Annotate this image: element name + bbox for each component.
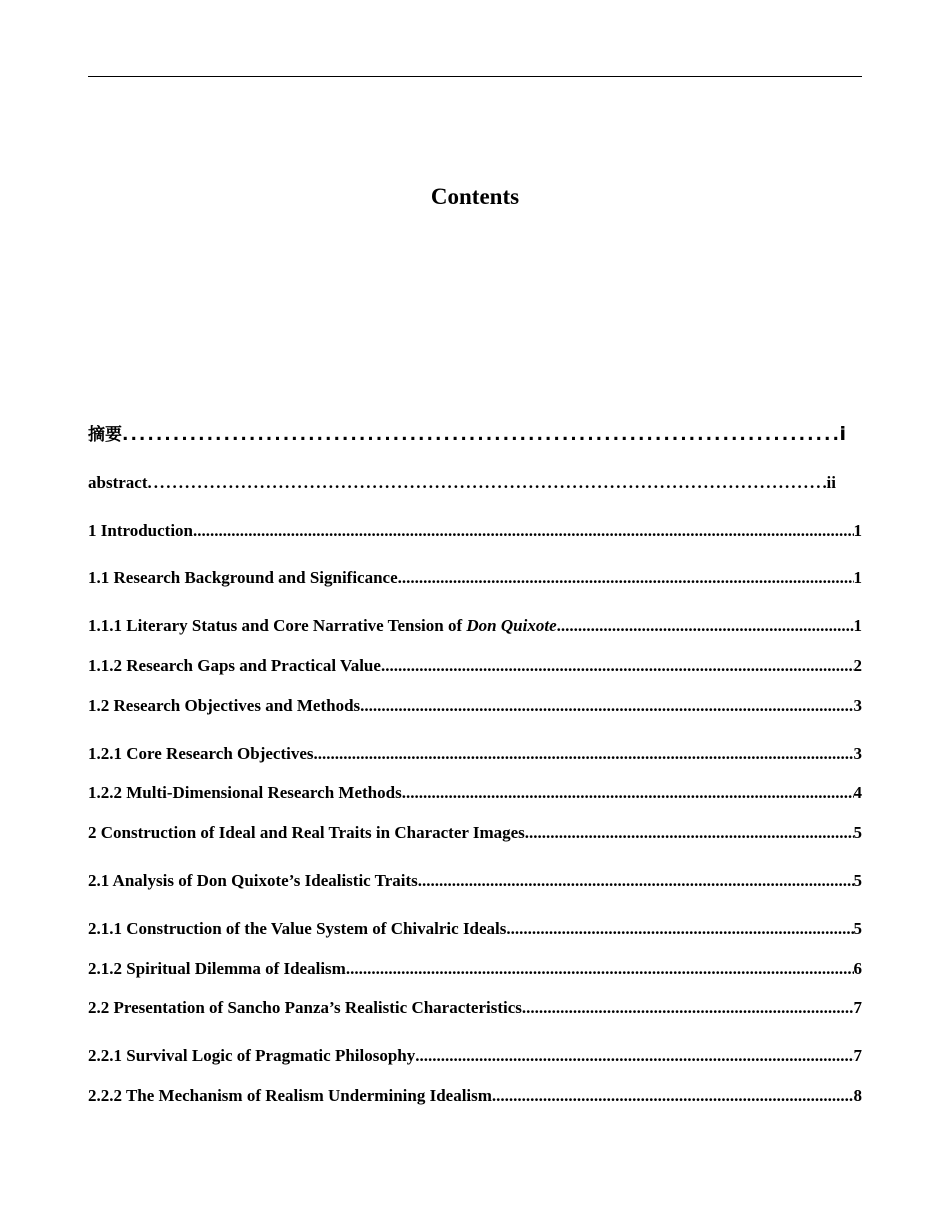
dot-leader	[314, 743, 854, 765]
dot-leader	[346, 958, 854, 980]
dot-leader	[557, 615, 854, 637]
toc-entry[interactable]	[88, 655, 862, 677]
toc-entry-page: 1	[853, 568, 862, 587]
toc-entry-page: 1	[853, 521, 862, 540]
dot-leader	[492, 1085, 854, 1107]
toc-entry[interactable]	[88, 782, 862, 804]
toc-entry-page: ii	[826, 473, 836, 492]
toc-entry-page: 3	[853, 696, 862, 715]
toc-entry-abstract[interactable]	[88, 472, 836, 494]
dot-leader	[193, 520, 853, 542]
page-title: Contents	[430, 184, 520, 209]
toc-entry-page: 4	[853, 783, 862, 802]
toc-entry-label-italic: Don Quixote	[466, 616, 557, 635]
toc-entry-page: 8	[853, 1086, 862, 1105]
toc-entry-page: 7	[853, 1046, 862, 1065]
toc-entry-label: 1.2.1 Core Research Objectives	[88, 744, 314, 763]
dot-leader	[506, 918, 853, 940]
toc-entry-label: 1.2 Research Objectives and Methods	[88, 696, 361, 715]
toc-entry[interactable]	[88, 997, 862, 1019]
dot-leader	[402, 782, 854, 804]
toc-entry-label: 2.1.2 Spiritual Dilemma of Idealism	[88, 959, 346, 978]
toc-entry[interactable]	[88, 695, 862, 717]
toc-entry-page: 2	[853, 656, 862, 675]
toc-entry-label: 1.1.2 Research Gaps and Practical Value	[88, 656, 381, 675]
dot-leader	[381, 655, 854, 677]
toc-entry-label: 2.2 Presentation of Sancho Panza’s Realistic Characteristics	[88, 998, 522, 1017]
toc-entry-page: 5	[853, 871, 862, 890]
toc-entry[interactable]	[88, 615, 862, 637]
toc-entry-label: 2 Construction of Ideal and Real Traits in Character Images	[88, 823, 525, 842]
toc-entry[interactable]	[88, 520, 862, 542]
toc-entry-label-text: 1.1.1 Literary Status and Core Narrative Tension of	[88, 616, 467, 635]
toc-entry[interactable]	[88, 918, 862, 940]
header-rule	[88, 76, 862, 77]
toc-entry-page: i	[839, 423, 846, 445]
toc-entry-page: 5	[853, 823, 862, 842]
dot-leader	[522, 997, 854, 1019]
toc-entry-page: 7	[853, 998, 862, 1017]
toc-entry-page: 1	[853, 616, 862, 635]
dot-leader	[147, 472, 826, 494]
toc-entry[interactable]	[88, 567, 862, 589]
toc-entry-label: 1 Introduction	[88, 521, 194, 540]
toc-entry-label: 摘要	[88, 425, 122, 445]
dot-leader	[418, 870, 854, 892]
toc-entry-label: 1.2.2 Multi-Dimensional Research Methods	[88, 783, 402, 802]
dot-leader	[398, 567, 854, 589]
toc-entry-label: 2.1.1 Construction of the Value System of Chivalric Ideals	[88, 919, 507, 938]
toc-entry-label: 2.2.2 The Mechanism of Realism Undermining Idealism	[88, 1086, 492, 1105]
toc-entry-page: 6	[853, 959, 862, 978]
toc-entry[interactable]	[88, 743, 862, 765]
dot-leader	[415, 1045, 853, 1067]
toc-entry-abstract-cn[interactable]	[88, 423, 846, 446]
toc-entry-label: 2.2.1 Survival Logic of Pragmatic Philosophy	[88, 1046, 416, 1065]
toc-entry-page: 5	[853, 919, 862, 938]
toc-entry[interactable]	[88, 958, 862, 980]
dot-leader	[122, 424, 839, 446]
toc-entry-label	[88, 615, 557, 637]
toc-entry[interactable]	[88, 1045, 862, 1067]
toc-entry[interactable]	[88, 1085, 862, 1107]
toc-entry[interactable]	[88, 822, 862, 844]
toc-entry-label: abstract	[88, 473, 148, 492]
toc-entry-label: 1.1 Research Background and Significance	[88, 568, 398, 587]
toc-entry-label: 2.1 Analysis of Don Quixote’s Idealistic Traits	[88, 871, 418, 890]
dot-leader	[525, 822, 854, 844]
toc-entry-page: 3	[853, 744, 862, 763]
toc-entry[interactable]	[88, 870, 862, 892]
dot-leader	[360, 695, 853, 717]
